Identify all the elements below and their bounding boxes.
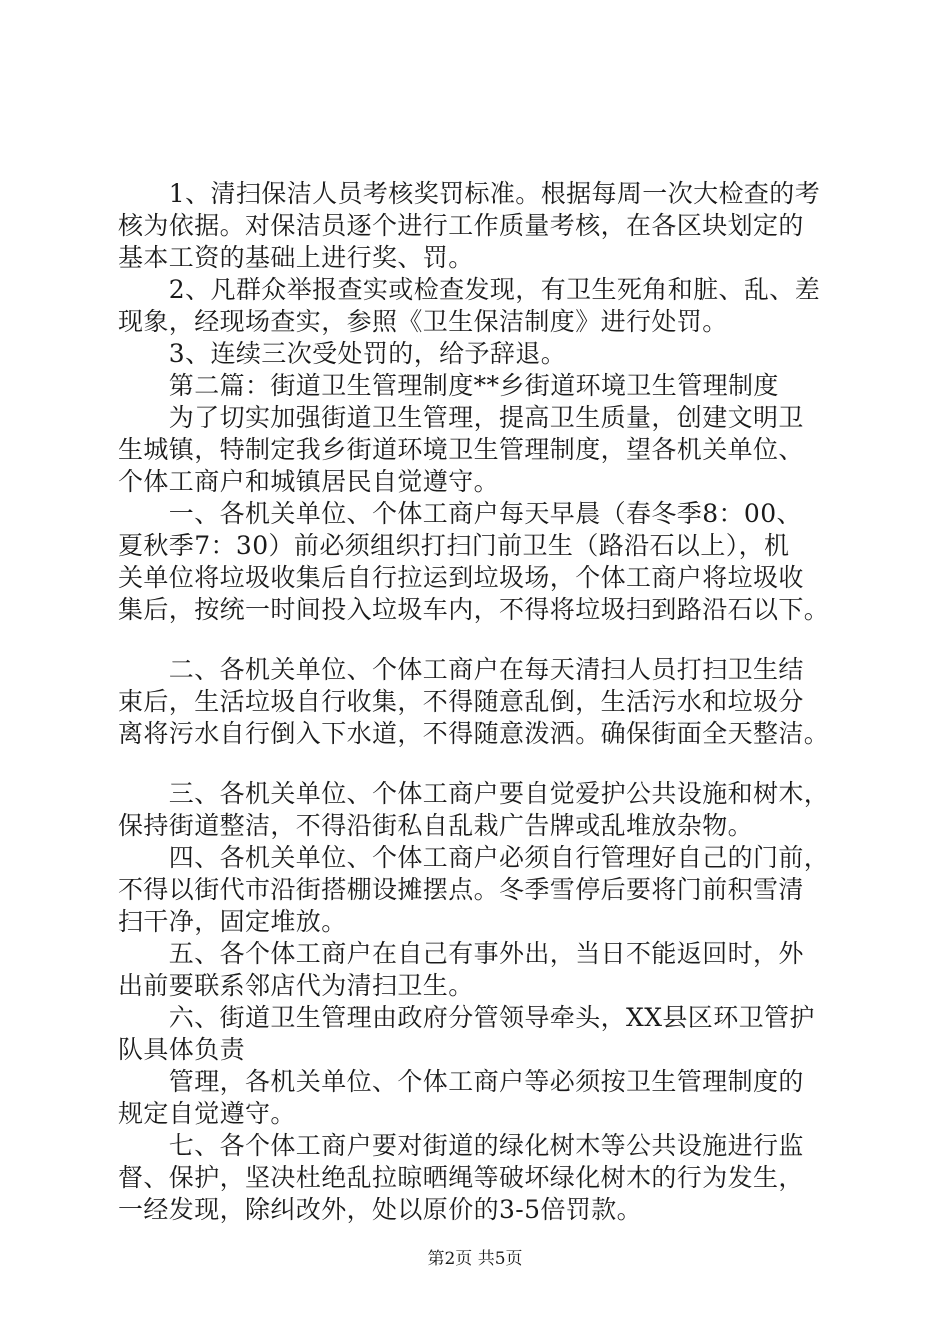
text-line: 四、各机关单位、个体工商户必须自行管理好自己的门前， <box>118 843 830 872</box>
text-line: 六、街道卫生管理由政府分管领导牵头，XX县区环卫管护 <box>118 1003 815 1032</box>
text-line: 基本工资的基础上进行奖、罚。 <box>118 243 474 272</box>
text-line: 关单位将垃圾收集后自行拉运到垃圾场，个体工商户将垃圾收 <box>118 563 804 592</box>
text-line: 一经发现，除纠改外，处以原价的3-5倍罚款。 <box>118 1195 643 1224</box>
text-line: 核为依据。对保洁员逐个进行工作质量考核，在各区块划定的 <box>118 211 804 240</box>
text-line: 2、凡群众举报查实或检查发现，有卫生死角和脏、乱、差 <box>118 275 821 304</box>
paragraph-gap <box>118 750 838 778</box>
text-line: 离将污水自行倒入下水道，不得随意泼洒。确保街面全天整洁。 <box>118 719 830 748</box>
text-line: 1、清扫保洁人员考核奖罚标准。根据每周一次大检查的考 <box>118 179 821 208</box>
text-line: 集后，按统一时间投入垃圾车内，不得将垃圾扫到路沿石以下。 <box>118 595 830 624</box>
text-line: 3、连续三次受处罚的，给予辞退。 <box>118 339 567 368</box>
page-footer: 第2页 共5页 <box>427 1249 523 1269</box>
text-line: 一、各机关单位、个体工商户每天早晨（春冬季8：00、 <box>118 499 802 528</box>
text-line: 队具体负责 <box>118 1035 246 1064</box>
text-line: 管理，各机关单位、个体工商户等必须按卫生管理制度的 <box>118 1067 804 1096</box>
text-line: 规定自觉遵守。 <box>118 1099 296 1128</box>
text-line: 不得以街代市沿街搭棚设摊摆点。冬季雪停后要将门前积雪清 <box>118 875 804 904</box>
text-line: 为了切实加强街道卫生管理，提高卫生质量，创建文明卫 <box>118 403 804 432</box>
document-body <box>118 178 838 1226</box>
text-line: 保持街道整洁，不得沿街私自乱栽广告牌或乱堆放杂物。 <box>118 811 754 840</box>
text-line: 现象，经现场查实，参照《卫生保洁制度》进行处罚。 <box>118 307 728 336</box>
text-line: 督、保护，坚决杜绝乱拉晾晒绳等破坏绿化树木的行为发生， <box>118 1163 804 1192</box>
paragraph-gap <box>118 626 838 654</box>
text-line: 三、各机关单位、个体工商户要自觉爱护公共设施和树木， <box>118 779 830 808</box>
text-line: 夏秋季7：30）前必须组织打扫门前卫生（路沿石以上），机 <box>118 531 790 560</box>
text-line: 七、各个体工商户要对街道的绿化树木等公共设施进行监 <box>118 1131 804 1160</box>
text-line: 生城镇，特制定我乡街道环境卫生管理制度，望各机关单位、 <box>118 435 804 464</box>
text-line: 五、各个体工商户在自己有事外出，当日不能返回时，外 <box>118 939 804 968</box>
text-line: 第二篇：街道卫生管理制度**乡街道环境卫生管理制度 <box>118 371 779 400</box>
text-line: 二、各机关单位、个体工商户在每天清扫人员打扫卫生结 <box>118 655 804 684</box>
text-line: 个体工商户和城镇居民自觉遵守。 <box>118 467 500 496</box>
text-line: 束后，生活垃圾自行收集，不得随意乱倒，生活污水和垃圾分 <box>118 687 804 716</box>
text-line: 出前要联系邻店代为清扫卫生。 <box>118 971 474 1000</box>
text-line: 扫干净，固定堆放。 <box>118 907 347 936</box>
